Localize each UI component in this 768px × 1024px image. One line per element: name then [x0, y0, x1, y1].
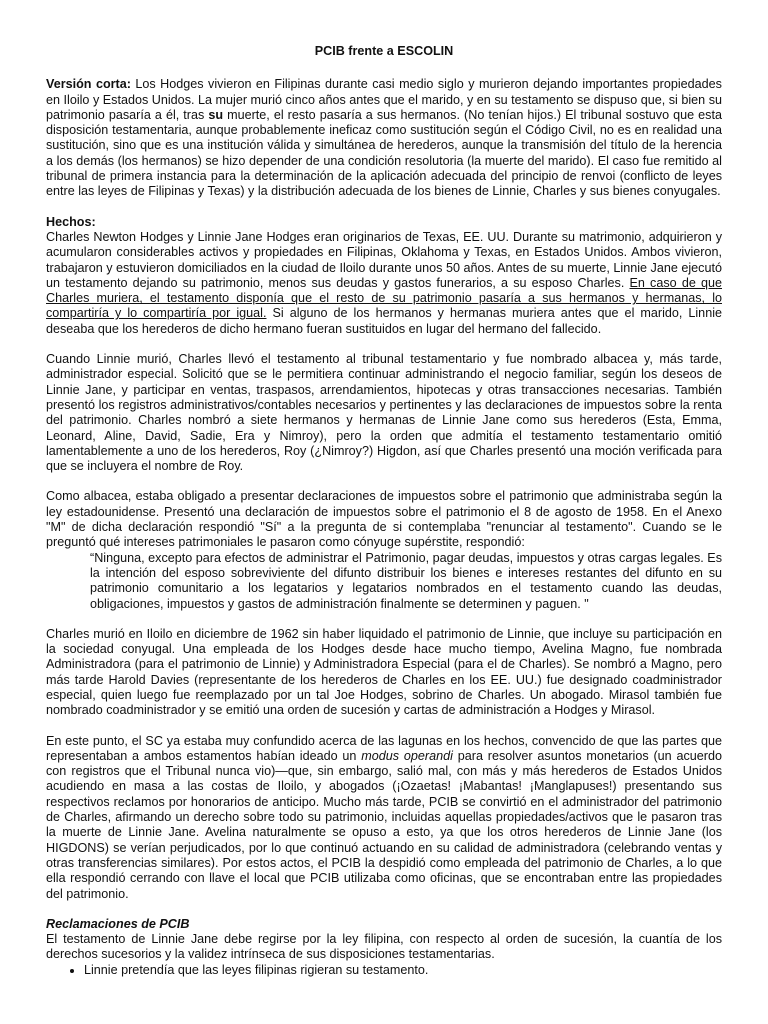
summary-text-2: muerte, el resto pasaría a sus hermanos. (No tenían hijos.) El tribunal sostuvo que esta disposición testamentaria, aunque probablemente ineficaz como sustitución según el Código Civil, no es en realidad una sustitución, sino que es una institución válida y simultánea de herederos, aunque la transmisión del título de la herencia a los demás (los hermanos) se hizo depender de una condición resolutoria (la muerte del marido). El caso fue remitido al tribunal de primera instancia para la determinación de la aplicación adecuada del principio de renvoi (conflicto de leyes entre las leyes de Filipinas y Texas) y la distribución adecuada de los bienes de Linnie, Charles y sus bienes conyugales. [46, 107, 722, 199]
facts-p5-italic: modus operandi [361, 748, 453, 763]
claims-bullet-list [46, 963, 722, 978]
facts-paragraph-5 [46, 734, 722, 902]
facts-paragraph-4: Charles murió en Iloilo en diciembre de 1962 sin haber liquidado el patrimonio de Linnie, que incluye su participación en la sociedad conyugal. Una empleada de los Hodges desde hace mucho tiempo, Avelina Magno, fue nombrada Administradora (para el patrimonio de Linnie) y Administradora Especial (para el de Charles). Se nombró a Magno, pero más tarde Harold Davies (representante de los herederos de Charles en los EE. UU.) fue designado coadministrador especial, quien luego fue reemplazado por un tal Joe Hodges, sobrino de Charles. Un abogado. Mirasol también fue nombrado coadministrador y se emitió una orden de sucesión y cartas de administración a Hodges y Mirasol. [46, 626, 722, 718]
facts-paragraph-3: Como albacea, estaba obligado a presentar declaraciones de impuestos sobre el patrimonio que administraba según la ley estadounidense. Presentó una declaración de impuestos sobre el patrimonio el 8 de agosto de 1958. En el Anexo "M" de dicha declaración respondió "Sí" a la pregunta de si contemplaba "renunciar al testamento". Cuando se le preguntó qué intereses patrimoniales le pasaron como cónyuge supérstite, respondió: [46, 489, 722, 550]
facts-p1-text-a: Charles Newton Hodges y Linnie Jane Hodges eran originarios de Texas, EE. UU. Durante su matrimonio, adquirieron y acumularon considerables activos y propiedades en Filipinas, Oklahoma y Texas, en Estados Unidos. Ambos vivieron, trabajaron y estuvieron domiciliados en la ciudad de Iloilo durante unos 50 años. Antes de su muerte, Linnie Jane ejecutó un testamento dejando su patrimonio, menos sus deudas y gastos funerarios, a su esposo Charles. [46, 229, 722, 290]
summary-bold-word: su [208, 107, 224, 122]
summary-label: Versión corta: [46, 77, 131, 92]
claims-paragraph-1: El testamento de Linnie Jane debe regirse por la ley filipina, con respecto al orden de sucesión, la cuantía de los derechos sucesorios y la validez intrínseca de sus disposiciones testamentarias. [46, 932, 722, 962]
list-item: • Linnie pretendía que las leyes filipinas rigieran su testamento. [84, 963, 722, 978]
document-title: PCIB frente a ESCOLIN [314, 44, 454, 58]
summary-text-1: Los Hodges vivieron en Filipinas durante casi medio siglo y murieron dejando importantes propiedades en Iloilo y Estados Unidos. La mujer murió cinco años antes que el marido, y en su testamento se dispuso que, si bien su patrimonio pasaría a él, tras [46, 77, 722, 122]
summary-paragraph [46, 77, 722, 199]
facts-quote: “Ninguna, excepto para efectos de administrar el Patrimonio, pagar deudas, impuestos y otras cargas legales. Es la intención del esposo sobreviviente del difunto distribuir los bienes e intereses restantes del difunto en su patrimonio comunitario a los legatarios y legatarios nombrados en el testamento cuando las deudas, obligaciones, impuestos y gastos de administración finalmente se determinen y paguen. " [90, 550, 722, 611]
facts-heading: Hechos: [46, 214, 96, 229]
facts-paragraph-1 [46, 230, 722, 337]
facts-p1-underlined: En caso de que Charles muriera, el testamento disponía que el resto de su patrimonio pasaría a sus hermanos y hermanas, lo compartiría y lo compartiría por igual. [46, 275, 722, 321]
facts-p5-text-a: En este punto, el SC ya estaba muy confundido acerca de las lagunas en los hechos, convencido de que las partes que representaban a ambos estamentos habían ideado un [46, 733, 722, 763]
claims-heading: Reclamaciones de PCIB [46, 916, 190, 931]
facts-paragraph-2: Cuando Linnie murió, Charles llevó el testamento al tribunal testamentario y fue nombrado albacea y, más tarde, administrador especial. Solicitó que se le permitiera continuar administrando el negocio familiar, según los deseos de Linnie Jane, y participar en ventas, traspasos, arrendamientos, hipotecas y otras transacciones necesarias. También presentó los registros administrativos/contables necesarios y pertinentes y las declaraciones de impuestos sobre la renta del patrimonio. Charles nombró a siete hermanos y hermanas de Linnie Jane como sus herederos (Esta, Emma, Leonard, Aline, David, Sadie, Era y Nimroy), pero la orden que admitía el testamento testamentario omitió lamentablemente a uno de los herederos, Roy (¿Nimroy?) Higdon, así que Charles presentó una moción verificada para que se incluyera el nombre de Roy. [46, 352, 722, 474]
facts-p5-text-b: para resolver asuntos monetarios (un acuerdo con registros que el Tribunal nunca vio)—que, sin embargo, salió mal, con más y más herederos de Estados Unidos acudiendo en masa a las costas de Iloilo, y abogados (¡Ozaetas! ¡Mabantas! ¡Manglapuses!) presentando sus respectivos reclamos por honorarios de anticipo. Mucho más tarde, PCIB se convirtió en el administrador del patrimonio de Charles, afirmando un derecho sobre todo su patrimonio, incluidas aquellas propiedades/activos que le pasaron tras la muerte de Linnie Jane. Avelina naturalmente se opuso a esto, ya que los otros herederos de Linnie Jane (los HIGDONS) se verían perjudicados, por lo que continuó actuando en su calidad de administradora (celebrando ventas y otras transferencias similares). Por estos actos, el PCIB la despidió como empleada del patrimonio de Charles, a lo que ella respondió cerrando con llave el local que PCIB utilizaba como oficinas, que se encontraban entre las propiedades del patrimonio. [46, 748, 722, 901]
facts-p1-text-b: Si alguno de los hermanos y hermanas muriera antes que el marido, Linnie deseaba que los herederos de dicho hermano fueran sustituidos en lugar del hermano del fallecido. [46, 306, 722, 336]
